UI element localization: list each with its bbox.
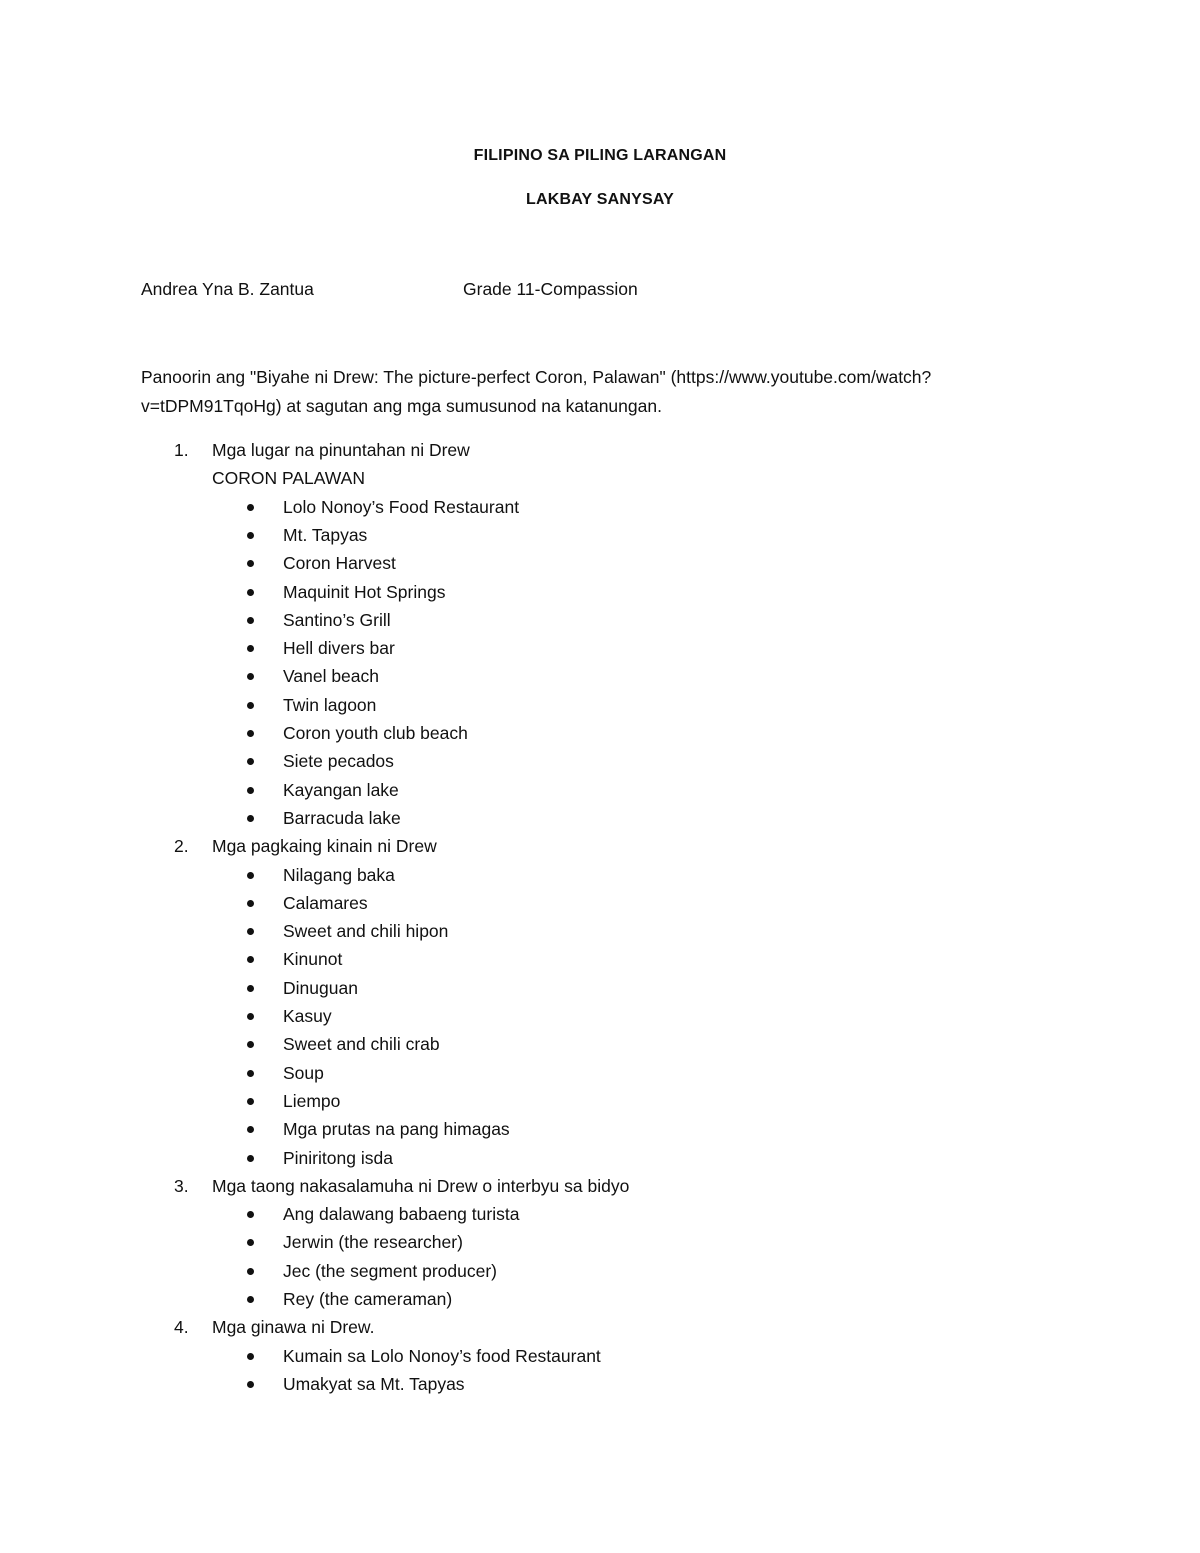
bullet-icon: [247, 1381, 254, 1388]
bullet-icon: [247, 645, 254, 652]
bullet-icon: [247, 1268, 254, 1275]
list-item: Barracuda lake: [283, 807, 401, 828]
list-item: Kinunot: [283, 949, 343, 970]
bullet-icon: [247, 1239, 254, 1246]
bullet-icon: [247, 560, 254, 567]
list-item: Sweet and chili hipon: [283, 921, 449, 942]
question-text: Mga pagkaing kinain ni Drew: [212, 836, 437, 857]
bullet-icon: [247, 956, 254, 963]
bullet-icon: [247, 1353, 254, 1360]
bullet-icon: [247, 985, 254, 992]
instructions-line-2: v=tDPM91TqoHg) at sagutan ang mga sumusunod na katanungan.: [141, 396, 662, 416]
student-name: Andrea Yna B. Zantua: [141, 279, 314, 299]
document-subtitle: LAKBAY SANYSAY: [525, 191, 675, 208]
list-item: Lolo Nonoy’s Food Restaurant: [283, 496, 520, 517]
question-number: 2.: [174, 836, 189, 857]
list-item: Kumain sa Lolo Nonoy’s food Restaurant: [283, 1345, 601, 1366]
bullet-icon: [247, 1126, 254, 1133]
bullet-icon: [247, 504, 254, 511]
list-item: Maquinit Hot Springs: [283, 581, 446, 602]
bullet-icon: [247, 589, 254, 596]
question-number: 3.: [174, 1175, 189, 1196]
list-item: Twin lagoon: [283, 694, 377, 715]
bullet-icon: [247, 872, 254, 879]
bullet-icon: [247, 1041, 254, 1048]
list-item: Vanel beach: [283, 666, 380, 687]
bullet-icon: [247, 702, 254, 709]
question-text: Mga lugar na pinuntahan ni Drew: [212, 440, 470, 460]
list-item: Kayangan lake: [283, 779, 399, 800]
bullet-icon: [247, 758, 254, 765]
list-item: Calamares: [283, 892, 368, 913]
list-item: Liempo: [283, 1090, 341, 1111]
bullet-icon: [247, 928, 254, 935]
document-title: FILIPINO SA PILING LARANGAN: [473, 147, 727, 164]
list-item: Santino’s Grill: [283, 609, 391, 630]
bullet-icon: [247, 730, 254, 737]
list-item: Soup: [283, 1062, 324, 1083]
list-item: Hell divers bar: [283, 638, 395, 659]
bullet-icon: [247, 532, 254, 539]
bullet-icon: [247, 617, 254, 624]
list-item: Mga prutas na pang himagas: [283, 1119, 510, 1140]
list-item: Rey (the cameraman): [283, 1289, 453, 1309]
question-subheading: CORON PALAWAN: [212, 468, 365, 489]
bullet-icon: [247, 1155, 254, 1162]
bullet-icon: [247, 1013, 254, 1020]
instructions-line-1: Panoorin ang "Biyahe ni Drew: The picture-perfect Coron, Palawan" (https://www.youtube.com/watch?: [141, 367, 932, 387]
question-number: 1.: [174, 440, 189, 460]
bullet-icon: [247, 815, 254, 822]
bullet-icon: [247, 1211, 254, 1218]
list-item: Jec (the segment producer): [283, 1260, 497, 1281]
list-item: Kasuy: [283, 1006, 332, 1026]
bullet-icon: [247, 673, 254, 680]
bullet-icon: [247, 787, 254, 794]
bullet-icon: [247, 1296, 254, 1303]
grade-section: Grade 11-Compassion: [463, 279, 638, 299]
list-item: Jerwin (the researcher): [283, 1232, 463, 1253]
question-number: 4.: [174, 1317, 189, 1338]
list-item: Dinuguan: [283, 977, 358, 998]
bullet-icon: [247, 1098, 254, 1105]
list-item: Coron Harvest: [283, 553, 396, 574]
list-item: Siete pecados: [283, 751, 394, 772]
question-text: Mga taong nakasalamuha ni Drew o interbyu sa bidyo: [212, 1175, 630, 1196]
list-item: Nilagang baka: [283, 864, 395, 885]
list-item: Umakyat sa Mt. Tapyas: [283, 1373, 465, 1394]
list-item: Ang dalawang babaeng turista: [283, 1204, 520, 1225]
bullet-icon: [247, 1070, 254, 1077]
list-item: Mt. Tapyas: [283, 524, 368, 545]
list-item: Coron youth club beach: [283, 723, 468, 743]
bullet-icon: [247, 900, 254, 907]
question-text: Mga ginawa ni Drew.: [212, 1317, 375, 1338]
list-item: Sweet and chili crab: [283, 1034, 440, 1055]
list-item: Piniritong isda: [283, 1147, 393, 1168]
